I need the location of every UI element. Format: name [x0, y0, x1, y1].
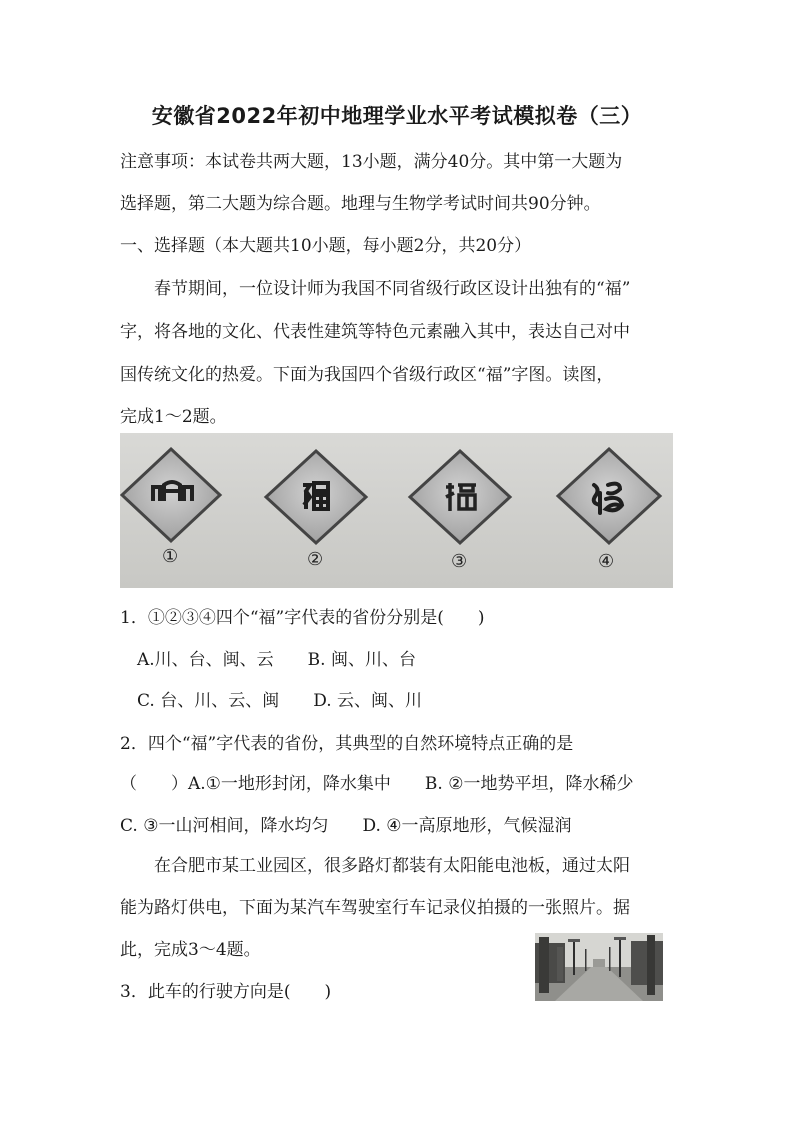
figure-label-4: ④ [598, 551, 615, 572]
passage2-line-3: 此，完成3～4题。 [120, 940, 261, 960]
street-photo-graphic [535, 933, 663, 1001]
passage2-line-1: 在合肥市某工业园区，很多路灯都装有太阳能电池板，通过太阳 [154, 856, 630, 876]
fu-diamonds-graphic [120, 433, 673, 588]
question-2-line-2: （ ）A.①一地形封闭，降水集中 B. ②一地势平坦，降水稀少 [120, 774, 634, 794]
question-1-stem: 1．①②③④四个“福”字代表的省份分别是( ) [120, 608, 485, 628]
fu-character-figure [120, 433, 673, 588]
figure-label-1: ① [162, 546, 179, 567]
question-3-stem: 3．此车的行驶方向是( ) [120, 982, 332, 1002]
question-2-line-3: C. ③一山河相间，降水均匀 D. ④一高原地形，气候湿润 [120, 816, 572, 836]
passage1-line-3: 国传统文化的热爱。下面为我国四个省级行政区“福”字图。读图， [120, 365, 614, 385]
passage1-line-1: 春节期间，一位设计师为我国不同省级行政区设计出独有的“福” [154, 279, 631, 299]
figure-label-3: ③ [451, 551, 468, 572]
passage1-line-4: 完成1～2题。 [120, 407, 227, 427]
notice-line-2: 选择题，第二大题为综合题。地理与生物学考试时间共90分钟。 [120, 194, 601, 214]
exam-title: 安徽省2022年初中地理学业水平考试模拟卷（三） [151, 104, 643, 128]
dashcam-street-photo [535, 933, 663, 1001]
passage2-line-2: 能为路灯供电，下面为某汽车驾驶室行车记录仪拍摄的一张照片。据 [120, 898, 630, 918]
section-heading: 一、选择题（本大题共10小题，每小题2分，共20分） [120, 236, 532, 256]
figure-label-2: ② [307, 549, 324, 570]
notice-line-1: 注意事项：本试卷共两大题，13小题，满分40分。其中第一大题为 [120, 152, 623, 172]
passage1-line-2: 字，将各地的文化、代表性建筑等特色元素融入其中，表达自己对中 [120, 322, 630, 342]
fu-diamond-1 [122, 449, 220, 541]
question-1-options-line-1: A.川、台、闽、云 B. 闽、川、台 [137, 650, 416, 670]
question-1-options-line-2: C. 台、川、云、闽 D. 云、闽、川 [137, 691, 423, 711]
question-2-stem: 2．四个“福”字代表的省份，其典型的自然环境特点正确的是 [120, 734, 574, 754]
fu-diamond-4 [558, 449, 660, 543]
